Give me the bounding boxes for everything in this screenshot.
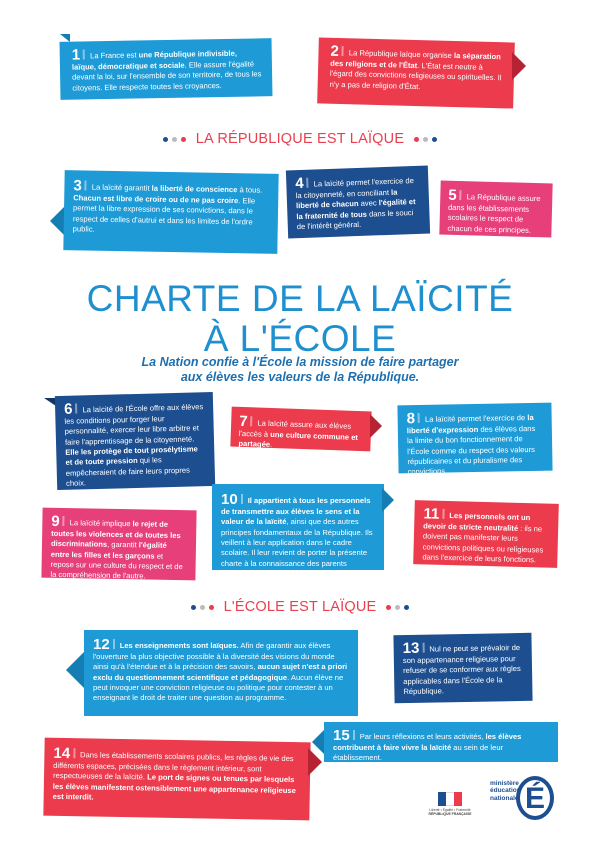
article-text-bold: une République indivisible, laïque, démocratique et sociale (71, 48, 238, 72)
article-text: Par leurs réflexions et leurs activités, (359, 732, 486, 741)
article-text: à tous. (237, 185, 263, 195)
fold-decoration (512, 52, 526, 80)
section-heading-ecole (0, 599, 600, 615)
article-13 (393, 633, 532, 703)
rf-name: RÉPUBLIQUE FRANÇAISE (428, 812, 472, 817)
article-text-bold: Le port de signes ou tenues par lesquels les élèves manifestent ostensiblement une appartenance religieuse est interdit. (52, 772, 296, 802)
article-3 (63, 170, 278, 254)
page-title (0, 279, 600, 359)
page-subtitle (0, 355, 600, 386)
article-text: : ils ne doivent pas manifester leurs convictions politiques ou religieuses dans l'exercice de leurs fonctions. (422, 523, 544, 565)
article-text: et repose sur une culture du respect et de la compréhension de l'autre. (50, 551, 183, 581)
article-11 (413, 500, 559, 568)
fold-decoration (66, 650, 86, 690)
article-text: qui les empêcheraient de faire leurs propres choix. (65, 455, 190, 488)
article-text-bold: Elle les protège de tout prosélytisme et de toute pression (65, 444, 198, 468)
article-text: Nul ne peut se prévaloir de son appartenance religieuse pour refuser de se conformer aux règles applicables dans l'École de la République. (402, 643, 521, 696)
tricolor-dots (412, 131, 439, 147)
article-number: 14 (53, 745, 75, 762)
article-text-bold: l'égalité entre les filles et les garçons (50, 540, 167, 561)
tricolor-dots (384, 599, 411, 615)
article-text-bold: la liberté de conscience (151, 183, 238, 195)
ministry-line-3: nationale (490, 794, 519, 802)
article-text: La laïcité permet l'exercice de (424, 413, 528, 424)
article-number: 9 (51, 513, 65, 530)
article-2 (317, 37, 515, 108)
article-text: La France est (90, 50, 139, 61)
article-text-bold: une culture commune et partagée (238, 429, 359, 450)
ministry-line-1: ministère (490, 780, 519, 787)
republique-francaise-logo (424, 792, 476, 816)
article-number: 3 (73, 177, 87, 194)
article-text: Dans les établissements scolaires publics, les règles de vie des différents espaces, précisées dans le règlement intérieur, sont respectueuses de la laïcité. (52, 750, 294, 782)
article-text-bold: Il appartient à tous les personnels de transmettre aux élèves le sens et la valeur de la laïcité (221, 496, 371, 527)
article-text-bold: Les personnels ont un devoir de stricte neutralité (423, 511, 531, 533)
article-text: dans le souci de l'intérêt général. (296, 207, 414, 232)
section-heading-republique (0, 131, 600, 147)
article-9 (41, 508, 196, 581)
article-text: . Elle permet la libre expression de ses convictions, dans le respect de celles d'autrui et dans les limites de l'ordre public. (72, 196, 256, 234)
article-text: La laïcité permet l'exercice de la citoyenneté, en conciliant (295, 176, 415, 201)
education-e-logo-icon (516, 776, 554, 820)
article-number: 15 (333, 727, 355, 744)
article-text: . Elle assure l'égalité devant la loi, sur l'ensemble de son territoire, de tous les citoyens. Elle respecte toutes les croyances. (72, 59, 262, 93)
article-text-bold: l'égalité et la fraternité de tous (296, 197, 416, 221)
article-text: . (269, 440, 273, 450)
article-text-bold: la liberté d'expression (406, 412, 534, 436)
article-number: 4 (295, 175, 309, 192)
article-number: 8 (407, 410, 421, 427)
article-text-bold: le rejet de toutes les violences et de toutes les discriminations (50, 519, 181, 550)
section-heading-text: L'ÉCOLE EST LAÏQUE (223, 599, 377, 615)
article-text-bold: la liberté de chacun (295, 187, 398, 211)
tricolor-flag-icon (438, 792, 462, 806)
article-number: 12 (93, 636, 115, 653)
article-text-bold: la séparation des religions et de l'État (330, 50, 501, 71)
article-text: La République assure dans les établissements scolaires le respect de chacun de ces principes. (447, 192, 541, 235)
subtitle-line-2: aux élèves les valeurs de la République. (180, 370, 420, 385)
section-heading-text: LA RÉPUBLIQUE EST LAÏQUE (195, 131, 405, 147)
article-text: , garantit (107, 540, 139, 550)
title-line-1: CHARTE DE LA LAÏCITÉ (86, 278, 514, 319)
article-number: 11 (423, 505, 444, 523)
article-6 (55, 392, 215, 490)
ministry-line-2: éducation (490, 787, 521, 795)
article-text-bold: Les enseignements sont laïques. (119, 641, 239, 650)
article-number: 1 (72, 46, 86, 63)
article-text: Afin de garantir aux élèves l'ouverture la plus objective possible à la diversité des visions du monde ainsi qu'à l'étendue et à la précision des savoirs, (93, 641, 335, 672)
article-text: avec (358, 198, 379, 209)
article-text: La République laïque organise (348, 48, 455, 60)
article-12 (84, 630, 358, 716)
fold-decoration (382, 488, 394, 512)
article-number: 5 (448, 187, 462, 204)
article-text: . L'État est neutre à l'égard des convictions religieuses ou spirituelles. Il n'y a pas de religion d'État. (329, 61, 502, 91)
article-text: La laïcité de l'École offre aux élèves les conditions pour forger leur personnalité, exercer leur libre arbitre et faire l'apprentissage de la citoyenneté. (64, 402, 204, 447)
ministere-education-logo (490, 776, 560, 836)
article-text: La laïcité implique (69, 518, 133, 529)
fold-decoration (370, 414, 382, 438)
article-text: des élèves dans la limite du bon fonctionnement de l'École comme du respect des valeurs républicaines et du pluralisme des convictions. (406, 423, 536, 477)
article-8 (397, 403, 552, 477)
article-text: . Aucun élève ne peut invoquer une conviction religieuse ou politique pour contester à un enseignant le droit de traiter une question au programme. (93, 672, 344, 703)
article-text: , ainsi que des autres principes fondamentaux de la République. Ils veillent à leur application dans le cadre scolaire. Il leur revient de porter la présente charte à la connaissance des parents d'élèves. (221, 517, 373, 578)
subtitle-line-1: La Nation confie à l'École la mission de faire partager (141, 355, 459, 369)
article-number: 6 (64, 400, 78, 417)
article-text: La laïcité assure aux élèves l'accès à (238, 418, 352, 439)
rf-motto: Liberté • Égalité • Fraternité (429, 808, 471, 812)
logo-letter: É (524, 782, 545, 815)
article-text: La laïcité garantit (91, 182, 152, 193)
article-14 (43, 738, 310, 821)
article-text-bold: aucun sujet n'est a priori exclu du questionnement scientifique et pédagogique (93, 662, 348, 682)
title-line-2: À L'ÉCOLE (203, 317, 397, 359)
article-15 (324, 722, 558, 762)
tricolor-dots (161, 131, 188, 147)
article-number: 10 (221, 491, 243, 508)
tricolor-dots (189, 599, 216, 615)
article-number: 2 (330, 43, 344, 60)
article-text-bold: les élèves contribuent à faire vivre la laïcité (333, 732, 522, 752)
article-5 (439, 181, 552, 238)
article-number: 13 (403, 640, 425, 657)
article-text: au sein de leur établissement. (333, 743, 504, 763)
article-7 (230, 407, 371, 452)
article-1 (60, 38, 273, 100)
article-10 (212, 484, 384, 578)
article-number: 7 (239, 413, 253, 430)
fold-decoration (312, 730, 324, 754)
article-text-bold: Chacun est libre de croire ou de ne pas croire (73, 193, 239, 206)
article-4 (286, 166, 430, 239)
